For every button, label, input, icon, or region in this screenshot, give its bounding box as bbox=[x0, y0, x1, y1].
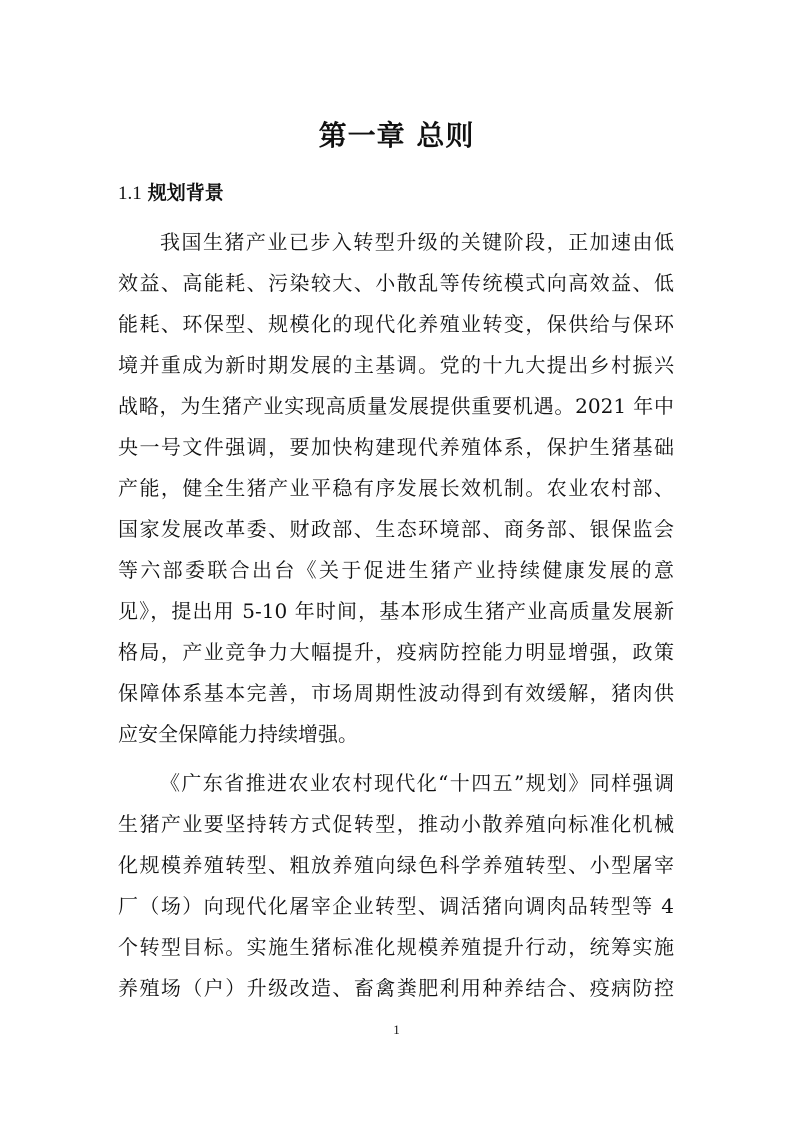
paragraph-line: 我国生猪产业已步入转型升级的关键阶段，正加速由低 bbox=[160, 230, 674, 254]
page-number: 1 bbox=[393, 1022, 400, 1037]
paragraph-line: 《广东省推进农业农村现代化“十四五”规划》同样强调 bbox=[160, 771, 674, 795]
paragraph-line: 战略，为生猪产业实现高质量发展提供重要机遇。2021 年中 bbox=[118, 394, 674, 418]
paragraph-line: 见》，提出用 5-10 年时间，基本形成生猪产业高质量发展新 bbox=[118, 599, 674, 623]
paragraph-line: 央一号文件强调，要加快构建现代养殖体系，保护生猪基础 bbox=[118, 435, 674, 459]
paragraph-line: 效益、高能耗、污染较大、小散乱等传统模式向高效益、低 bbox=[118, 271, 674, 295]
paragraph-line: 格局，产业竞争力大幅提升，疫病防控能力明显增强，政策 bbox=[118, 640, 674, 664]
paragraph-line: 厂（场）向现代化屠宰企业转型、调活猪向调肉品转型等 4 bbox=[118, 894, 674, 918]
chapter-title: 第一章 总则 bbox=[318, 119, 475, 152]
paragraph-line: 国家发展改革委、财政部、生态环境部、商务部、银保监会 bbox=[118, 517, 674, 541]
paragraph-2 bbox=[118, 763, 674, 1009]
section-title: 规划背景 bbox=[147, 182, 224, 204]
paragraph-line: 产能，健全生猪产业平稳有序发展长效机制。农业农村部、 bbox=[118, 476, 674, 500]
paragraph-line: 个转型目标。实施生猪标准化规模养殖提升行动，统筹实施 bbox=[118, 935, 674, 959]
paragraph-line: 等六部委联合出台《关于促进生猪产业持续健康发展的意 bbox=[118, 558, 674, 582]
paragraph-line: 能耗、环保型、规模化的现代化养殖业转变，保供给与保环 bbox=[118, 312, 674, 336]
section-number: 1.1 bbox=[118, 183, 142, 204]
paragraph-line: 境并重成为新时期发展的主基调。党的十九大提出乡村振兴 bbox=[118, 353, 674, 377]
paragraph-line: 化规模养殖转型、粗放养殖向绿色科学养殖转型、小型屠宰 bbox=[118, 853, 674, 877]
paragraph-1 bbox=[118, 222, 674, 755]
paragraph-line: 应安全保障能力持续增强。 bbox=[118, 722, 358, 746]
section-heading bbox=[118, 178, 224, 209]
paragraph-line: 保障体系基本完善，市场周期性波动得到有效缓解，猪肉供 bbox=[118, 681, 674, 705]
paragraph-line: 生猪产业要坚持转方式促转型，推动小散养殖向标准化机械 bbox=[118, 812, 674, 836]
paragraph-line: 养殖场（户）升级改造、畜禽粪肥利用种养结合、疫病防控 bbox=[118, 976, 674, 1000]
